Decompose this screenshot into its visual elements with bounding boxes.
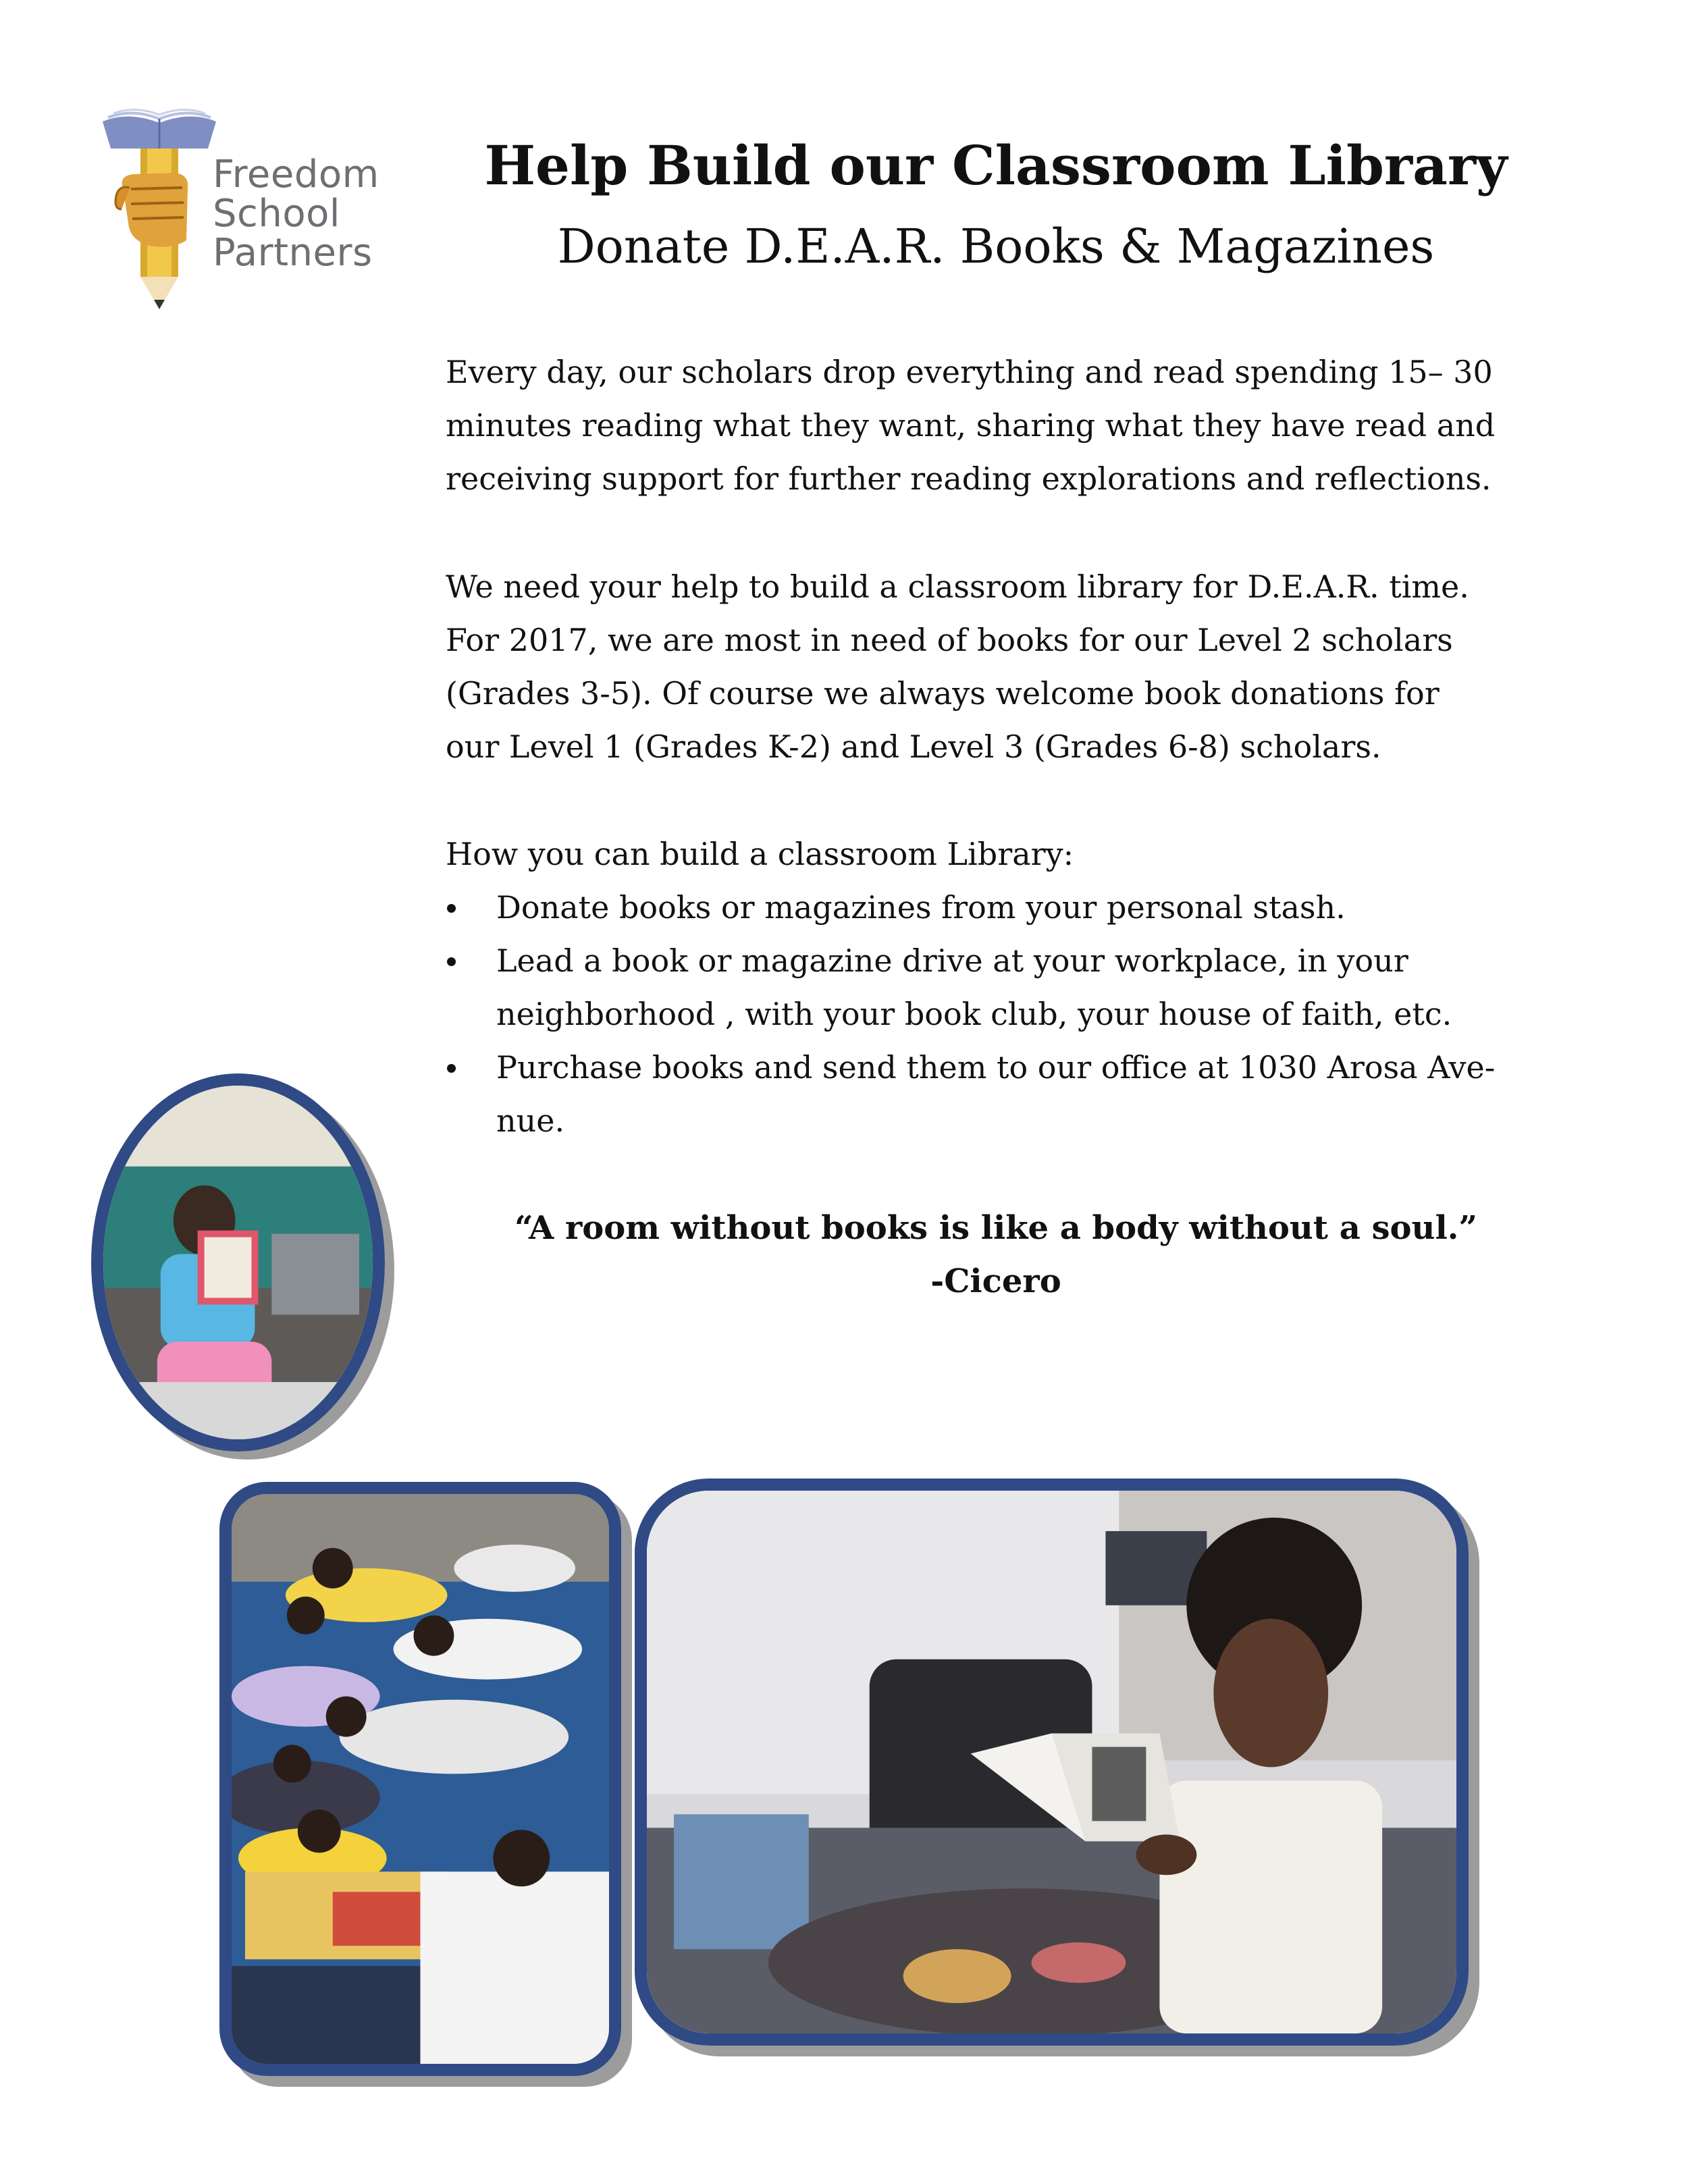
intro-paragraph bbox=[446, 346, 1553, 506]
paragraph-line: Every day, our scholars drop everything and read spending 15– 30 bbox=[446, 354, 1493, 390]
list-item bbox=[446, 1041, 1553, 1148]
cicero-quote bbox=[432, 1202, 1560, 1308]
how-to-list bbox=[446, 881, 1553, 1148]
paragraph-line: receiving support for further reading explorations and reflections. bbox=[446, 460, 1492, 497]
list-item-line: nue. bbox=[496, 1102, 565, 1139]
list-item-line: Donate books or magazines from your personal stash. bbox=[496, 889, 1346, 926]
photo-girl-reading bbox=[91, 1073, 385, 1451]
logo-line: Freedom bbox=[213, 153, 379, 196]
quote-author: -Cicero bbox=[930, 1262, 1061, 1300]
logo-line: School bbox=[213, 192, 340, 236]
bullet-icon bbox=[447, 1064, 456, 1073]
list-item-line: Purchase books and send them to our office at 1030 Arosa Ave- bbox=[496, 1049, 1496, 1086]
photo-kids-on-floor bbox=[219, 1482, 621, 2076]
kids-reading-floor-image bbox=[232, 1494, 609, 2064]
list-item-line: Lead a book or magazine drive at your workplace, in your bbox=[496, 942, 1408, 979]
paragraph-line: (Grades 3-5). Of course we always welcome book donations for bbox=[446, 675, 1440, 712]
list-item bbox=[446, 881, 1553, 934]
need-paragraph bbox=[446, 560, 1553, 774]
paragraph-line: We need your help to build a classroom library for D.E.A.R. time. bbox=[446, 568, 1469, 605]
bullet-icon bbox=[447, 957, 456, 966]
photo-teen-reading bbox=[635, 1479, 1469, 2046]
freedom-school-partners-logo bbox=[101, 108, 398, 311]
list-item-line: neighborhood , with your book club, your house of faith, etc. bbox=[496, 996, 1452, 1032]
bullet-icon bbox=[447, 904, 456, 913]
girl-reading-image bbox=[103, 1086, 373, 1439]
list-item bbox=[446, 934, 1553, 1041]
paragraph-line: For 2017, we are most in need of books for our Level 2 scholars bbox=[446, 622, 1453, 658]
quote-text: “A room without books is like a body without a soul.” bbox=[514, 1209, 1477, 1247]
paragraph-line: our Level 1 (Grades K-2) and Level 3 (Grades 6-8) scholars. bbox=[446, 728, 1381, 765]
logo-wordmark bbox=[213, 155, 379, 273]
page-subtitle: Donate D.E.A.R. Books & Magazines bbox=[557, 219, 1435, 274]
logo-line: Partners bbox=[213, 231, 373, 275]
teen-reading-book-image bbox=[647, 1491, 1456, 2033]
how-to-heading: How you can build a classroom Library: bbox=[446, 836, 1074, 872]
page-title: Help Build our Classroom Library bbox=[484, 134, 1508, 197]
paragraph-line: minutes reading what they want, sharing what they have read and bbox=[446, 407, 1496, 444]
